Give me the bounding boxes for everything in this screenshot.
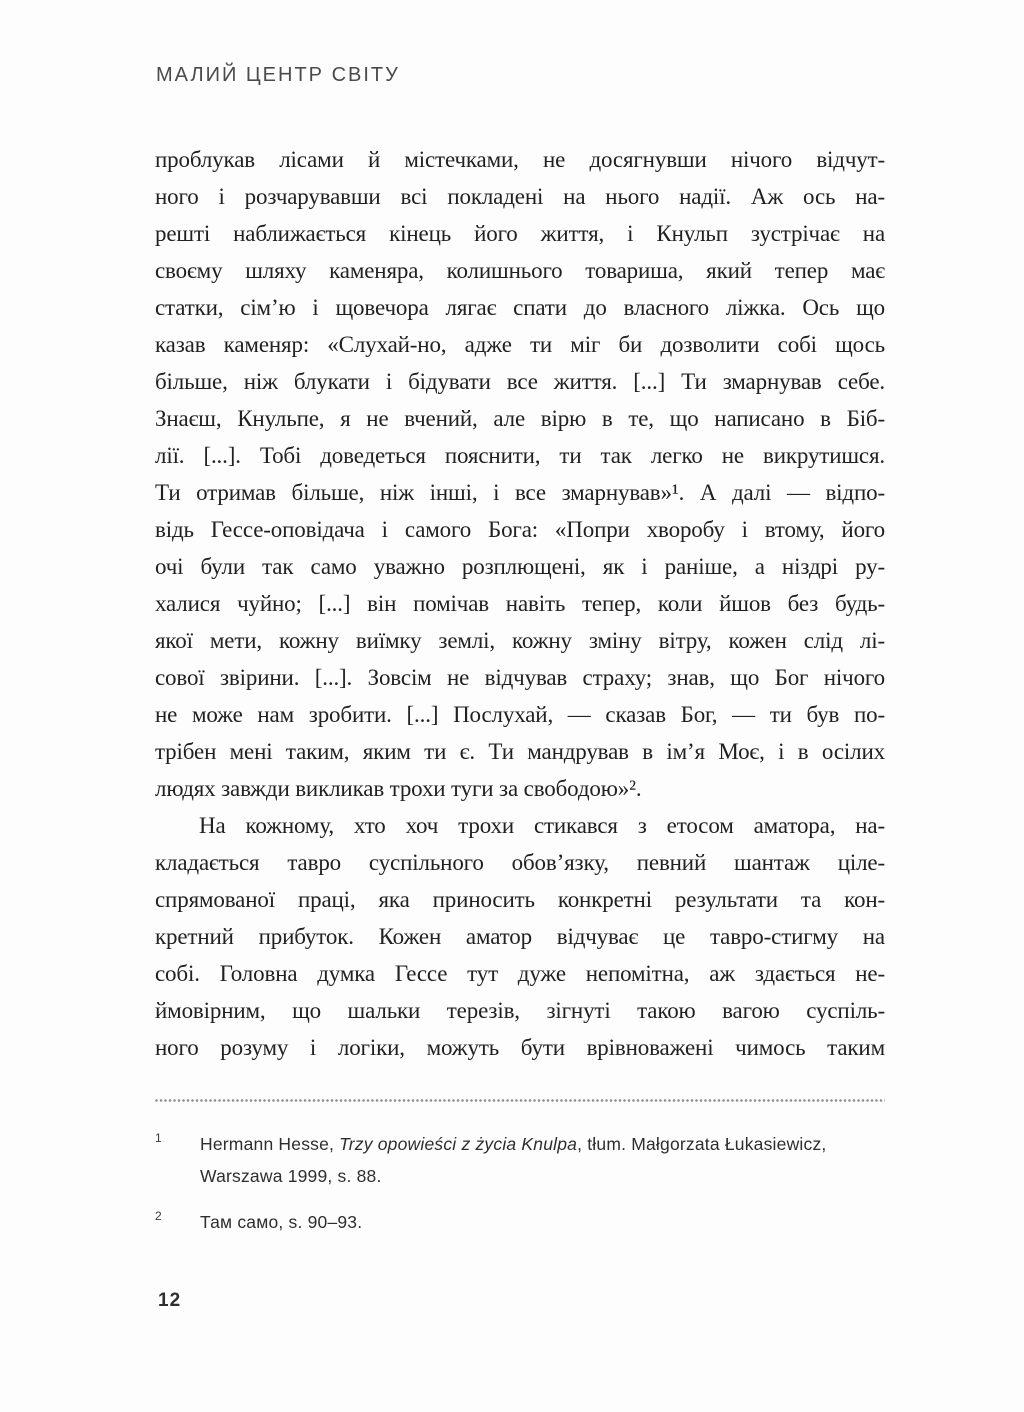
body-text-line: відь Гессе-оповідача і самого Бога: «Попри хворобу і втому, його (155, 517, 885, 542)
footnotes (155, 1128, 895, 1252)
body-text-line: собі. Головна думка Гессе тут дуже непомітна, аж здається не- (155, 961, 885, 986)
body-text-line: більше, ніж блукати і бідувати все життя. [...] Ти змарнував себе. (155, 369, 885, 394)
body-text-line: своєму шляху каменяра, колишнього товариша, який тепер має (155, 258, 885, 283)
body-text-line: трібен мені таким, яким ти є. Ти мандрував в ім’я Моє, і в осілих (155, 739, 885, 764)
body-text-line: спрямованої праці, яка приносить конкретні результати та кон- (155, 887, 885, 912)
footnote (155, 1128, 895, 1192)
body-text-line: очі були так само уважно розплющені, як і раніше, а ніздрі ру- (155, 554, 885, 579)
footnote-line (200, 1128, 826, 1160)
body-text (155, 141, 885, 1066)
body-text-line: сової звірини. [...]. Зовсім не відчував страху; знав, що Бог нічого (155, 665, 885, 690)
body-text-line: Ти отримав більше, ніж інші, і все змарнував»¹. А далі — відпо- (155, 480, 885, 505)
body-text-line: ного і розчарувавши всі покладені на нього надії. Аж ось на- (155, 184, 885, 209)
body-text-line: статки, сім’ю і щовечора лягає спати до власного ліжка. Ось що (155, 295, 885, 320)
footnote-text-pre: Hermann Hesse, (200, 1134, 340, 1154)
footnote-text (200, 1128, 826, 1192)
body-text-line: людях завжди викликав трохи туги за свободою»². (155, 776, 642, 801)
body-text-line: не може нам зробити. [...] Послухай, — сказав Бог, — ти був по- (155, 702, 885, 727)
footnote-line: Warszawa 1999, s. 88. (200, 1166, 382, 1186)
body-text-line: решті наближається кінець його життя, і Кнульп зустрічає на (155, 221, 885, 246)
footnote-marker: 1 (155, 1131, 162, 1145)
body-text-line: ймовірним, що шальки терезів, зігнуті такою вагою суспіль- (155, 998, 885, 1023)
body-text-line: лії. [...]. Тобі доведеться пояснити, ти так легко не викрутишся. (155, 443, 885, 468)
footnote-line: Там само, s. 90–93. (200, 1212, 363, 1232)
footnote-divider (155, 1099, 885, 1102)
body-text-line: казав каменяр: «Слухай-но, адже ти міг би дозволити собі щось (155, 332, 885, 357)
running-head: МАЛИЙ ЦЕНТР СВІТУ (156, 64, 400, 86)
body-text-line: Знаєш, Кнульпе, я не вчений, але вірю в те, що написано в Біб- (155, 406, 885, 431)
body-text-line: кладається тавро суспільного обов’язку, певний шантаж ціле- (155, 850, 885, 875)
body-text-line: ного розуму і логіки, можуть бути врівноважені чимось таким (155, 1035, 885, 1060)
footnote-book-title: Trzy opowieści z życia Knulpa (339, 1134, 578, 1154)
footnote-marker: 2 (155, 1209, 162, 1223)
body-text-line: якої мети, кожну виїмку землі, кожну зміну вітру, кожен слід лі- (155, 628, 885, 653)
body-text-line: На кожному, хто хоч трохи стикався з етосом аматора, на- (199, 813, 885, 838)
body-text-line: проблукав лісами й містечками, не досягнувши нічого відчут- (155, 147, 885, 172)
footnote (155, 1206, 895, 1238)
footnote-text-post: , tłum. Małgorzata Łukasiewicz, (577, 1134, 827, 1154)
body-text-line: кретний прибуток. Кожен аматор відчуває це тавро-стигму на (155, 924, 885, 949)
body-text-line: халися чуйно; [...] він помічав навіть тепер, коли йшов без будь- (155, 591, 885, 616)
footnote-text (200, 1206, 362, 1238)
page-number: 12 (158, 1290, 182, 1311)
